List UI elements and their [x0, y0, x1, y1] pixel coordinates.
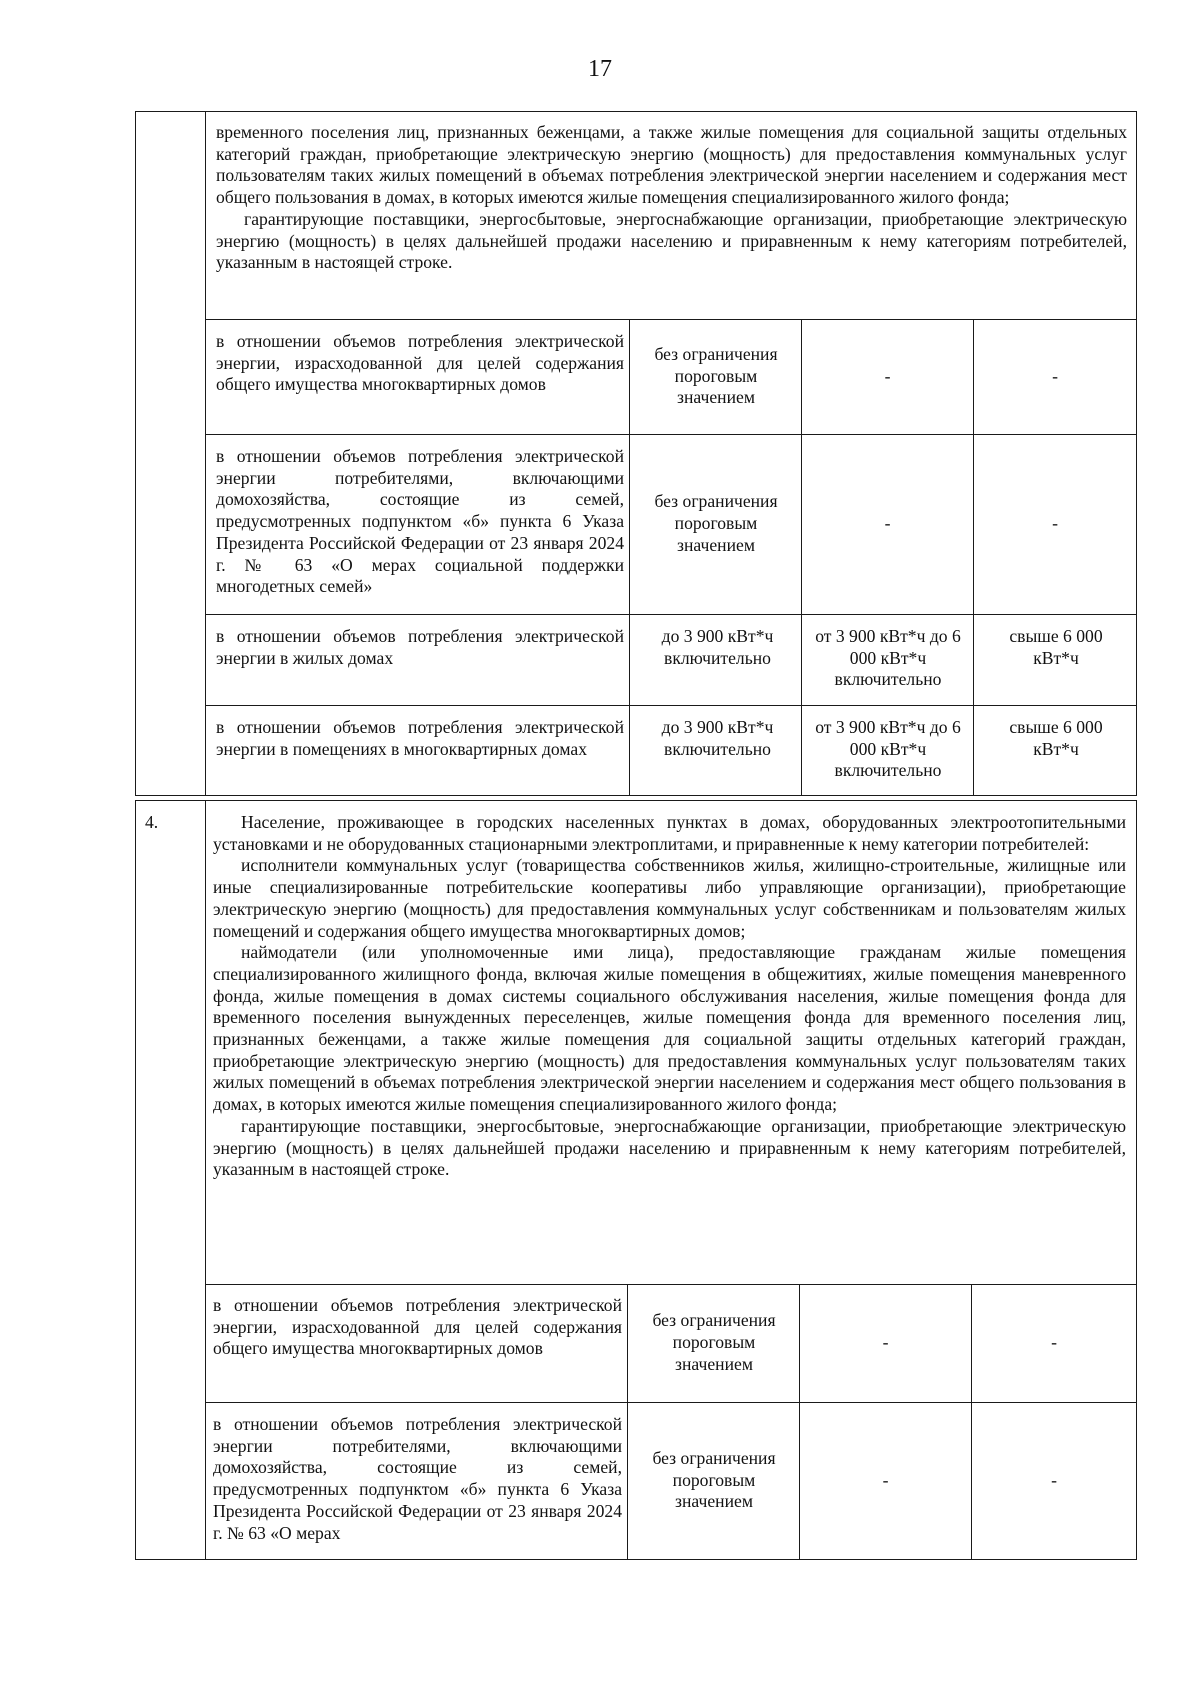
threshold-cell: -: [1051, 1469, 1057, 1490]
threshold-cell: без ограничения пороговым значением: [652, 1447, 776, 1512]
threshold-cell: -: [884, 365, 891, 386]
intro-paragraph: временного поселения лиц, признанных беженцами, а также жилые помещения для социальной защиты отдельных категорий граждан, приобретающие электрическую энергию (мощность) для предоставления коммунальных услуг пользователям таких жилых помещений в объемах потребления электрической энергии населением и содержания мест общего пользования в домах, в которых имеются жилые помещения специализированного жилого фонда;: [216, 122, 1127, 208]
threshold-cell: -: [882, 1332, 889, 1353]
threshold-cell: свыше 6 000 кВт*ч: [1009, 626, 1103, 668]
row-number: 4.: [145, 812, 159, 832]
page-number: 17: [588, 56, 612, 82]
section-intro-text: [216, 122, 1127, 274]
section-intro-text: [213, 812, 1126, 1181]
table-row-label: в отношении объемов потребления электрической энергии потребителями, включающими домохозяйства, состоящие из семей, предусмотренных подпунктом «б» пункта 6 Указа Президента Российской Федерации от 23 января 2024 г. № 63 «О мерах: [213, 1414, 622, 1543]
table-row-label: в отношении объемов потребления электрической энергии потребителями, включающими домохозяйства, состоящие из семей, предусмотренных подпунктом «б» пункта 6 Указа Президента Российской Федерации от 23 января 2024 г. № 63 «О мерах социальной поддержки многодетных семей»: [216, 446, 624, 597]
intro-paragraph: наймодатели (или уполномоченные ими лица), предоставляющие гражданам жилые помещения специализированного жилищного фонда, включая жилые помещения в общежитиях, жилые помещения маневренного фонда, жилые помещения в домах системы социального обслуживания населения, жилые помещения фонда для временного поселения вынужденных переселенцев, жилые помещения фонда для временного поселения лиц, признанных беженцами, а также жилые помещения для социальной защиты отдельных категорий граждан, приобретающие электрическую энергию (мощность) для предоставления коммунальных услуг пользователям таких жилых помещений в объемах потребления электрической энергии населением и содержания мест общего пользования в домах, в которых имеются жилые помещения специализированного жилого фонда;: [213, 942, 1126, 1115]
threshold-cell: свыше 6 000 кВт*ч: [1009, 717, 1103, 759]
threshold-cell: -: [884, 513, 891, 534]
threshold-cell: без ограничения пороговым значением: [654, 343, 778, 408]
threshold-cell: -: [1052, 365, 1058, 386]
threshold-cell: до 3 900 кВт*ч включительно: [661, 626, 774, 668]
threshold-cell: без ограничения пороговым значением: [652, 1310, 776, 1374]
threshold-cell: -: [1052, 513, 1058, 534]
threshold-cell: без ограничения пороговым значением: [654, 491, 778, 555]
threshold-cell: -: [882, 1469, 889, 1490]
threshold-cell: до 3 900 кВт*ч включительно: [661, 717, 774, 759]
intro-paragraph: Население, проживающее в городских населенных пунктах в домах, оборудованных электроотопительными установками и не оборудованных стационарными электроплитами, и приравненные к нему категории потребителей:: [213, 812, 1126, 854]
threshold-cell: от 3 900 кВт*ч до 6 000 кВт*ч включительно: [815, 626, 961, 690]
threshold-cell: от 3 900 кВт*ч до 6 000 кВт*ч включительно: [815, 717, 961, 781]
intro-paragraph: гарантирующие поставщики, энергосбытовые, энергоснабжающие организации, приобретающие электрическую энергию (мощность) в целях дальнейшей продажи населению и приравненным к нему категориям потребителей, указанным в настоящей строке.: [213, 1115, 1126, 1180]
table-row-label: в отношении объемов потребления электрической энергии, израсходованной для целей содержания общего имущества многоквартирных домов: [213, 1295, 622, 1359]
intro-paragraph: гарантирующие поставщики, энергосбытовые, энергоснабжающие организации, приобретающие электрическую энергию (мощность) в целях дальнейшей продажи населению и приравненным к нему категориям потребителей, указанным в настоящей строке.: [216, 208, 1127, 273]
table-row-label: в отношении объемов потребления электрической энергии, израсходованной для целей содержания общего имущества многоквартирных домов: [216, 331, 624, 395]
table-row-label: в отношении объемов потребления электрической энергии в жилых домах: [216, 626, 624, 668]
intro-paragraph: исполнители коммунальных услуг (товарищества собственников жилья, жилищно-строительные, жилищные или иные специализированные потребительские кооперативы либо управляющие организации), приобретающие электрическую энергию (мощность) для предоставления коммунальных услуг собственникам и пользователям жилых помещений и содержания общего имущества многоквартирных домов;: [213, 855, 1126, 941]
threshold-cell: -: [1051, 1332, 1057, 1353]
table-row-label: в отношении объемов потребления электрической энергии в помещениях в многоквартирных домах: [216, 717, 624, 759]
